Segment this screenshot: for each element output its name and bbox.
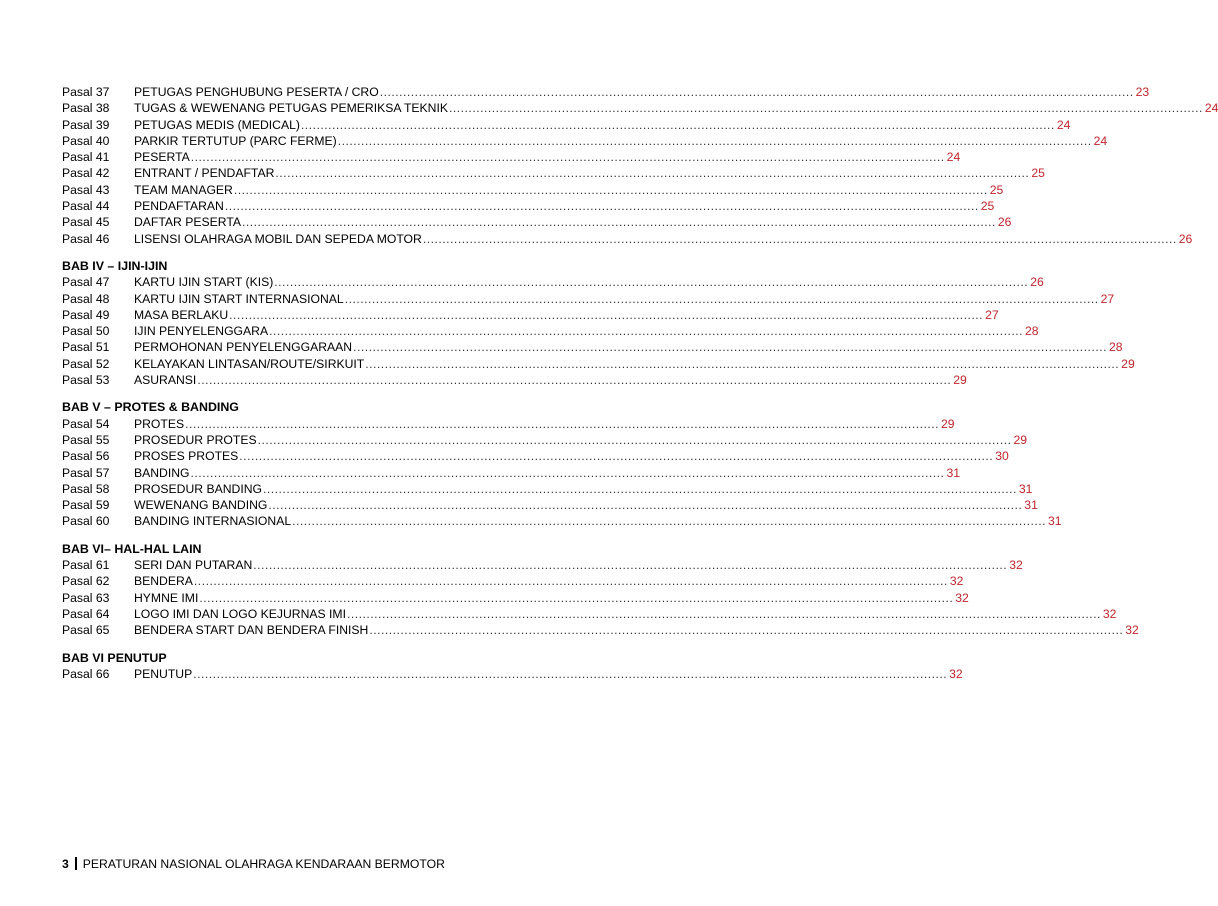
page-number[interactable]: 26 [997,215,1012,230]
footer-page-number: 3 [62,857,69,871]
entry-title: LISENSI OLAHRAGA MOBIL DAN SEPEDA MOTOR [134,231,422,246]
dot-leader: .................................................................................................................................................................................................. [190,465,945,480]
page-number[interactable]: 31 [1048,514,1062,529]
dot-leader: .................................................................................................................................................................................................. [242,215,996,230]
pasal-number: Pasal 49 [62,307,110,322]
dot-leader: .................................................................................................................................................................................................. [224,199,979,214]
page-number[interactable]: 29 [1013,432,1028,447]
entry-title: SERI DAN PUTARAN [134,558,253,573]
pasal-number: Pasal 39 [62,117,110,132]
page-number[interactable]: 32 [955,590,969,605]
entry-title: PROSES PROTES [134,449,239,464]
pasal-number: Pasal 52 [62,356,110,371]
entry-title: LOGO IMI DAN LOGO KEJURNAS IMI [134,606,346,621]
toc-section [62,650,963,683]
entry-title: HYMNE IMI [134,590,199,605]
entry-title: PETUGAS PENGHUBUNG PESERTA / CRO [134,85,379,99]
page-number[interactable]: 31 [946,465,960,480]
entry-title: TEAM MANAGER [134,182,233,197]
entry-title: PROSEDUR PROTES [134,432,257,447]
entry-title: KARTU IJIN START (KIS) [134,275,274,290]
toc-entry[interactable] [62,182,1004,198]
pasal-number: Pasal 59 [62,498,110,513]
page-number[interactable]: 28 [1025,324,1039,339]
pasal-number: Pasal 53 [62,373,110,388]
entry-title: PENUTUP [134,666,193,681]
entry-title: PENDAFTARAN [134,199,224,214]
page-number[interactable]: 32 [1102,606,1117,621]
pasal-number: Pasal 50 [62,324,110,339]
pasal-number: Pasal 61 [62,558,110,573]
entry-title: ENTRANT / PENDAFTAR [134,166,275,181]
pasal-number: Pasal 51 [62,340,110,355]
dot-leader: .................................................................................................................................................................................................. [275,166,1030,181]
dot-leader: .................................................................................................................................................................................................. [422,231,1177,246]
footer-divider [75,857,77,870]
pasal-number: Pasal 58 [62,481,110,496]
dot-leader: .................................................................................................................................................................................................. [300,117,1055,132]
toc-entry[interactable] [62,231,1193,247]
pasal-number: Pasal 63 [62,590,110,605]
toc-section [62,84,1218,247]
pasal-number: Pasal 48 [62,291,110,306]
page-number[interactable]: 32 [949,574,964,589]
toc-entry[interactable] [62,465,960,481]
page-number[interactable]: 24 [1056,117,1071,132]
entry-title: PESERTA [134,150,190,165]
page-number[interactable]: 29 [941,416,955,431]
entry-title: PERMOHONAN PENYELENGGARAAN [134,340,353,355]
chapter-heading: BAB IV – IJIN-IJIN [62,258,168,273]
pasal-number: Pasal 54 [62,416,110,431]
pasal-number: Pasal 43 [62,182,110,197]
pasal-number: Pasal 56 [62,449,110,464]
dot-leader: .................................................................................................................................................................................................. [369,623,1124,638]
dot-leader: .................................................................................................................................................................................................. [185,416,940,431]
dot-leader: .................................................................................................................................................................................................. [197,373,952,388]
toc-section [62,258,1135,388]
page-number[interactable]: 29 [953,373,967,388]
entry-title: BENDERA START DAN BENDERA FINISH [134,623,369,638]
pasal-number: Pasal 62 [62,574,110,589]
chapter-heading: BAB VI PENUTUP [62,650,167,665]
toc-entry[interactable] [62,448,1009,464]
entry-title: IJIN PENYELENGGARA [134,324,269,339]
dot-leader: .................................................................................................................................................................................................. [199,590,954,605]
entry-title: TUGAS & WEWENANG PETUGAS PEMERIKSA TEKNIK [134,101,448,116]
toc-entry[interactable] [62,198,995,214]
dot-leader: .................................................................................................................................................................................................. [229,307,984,322]
page-number[interactable]: 27 [1100,291,1115,306]
entry-title: BENDERA [134,574,193,589]
toc-entry[interactable] [62,513,1062,529]
toc-entry[interactable] [62,356,1135,372]
dot-leader: .................................................................................................................................................................................................. [449,101,1203,116]
dot-leader: .................................................................................................................................................................................................. [337,133,1092,148]
toc-section [62,541,1139,639]
toc-entry[interactable] [62,307,999,323]
dot-leader: .................................................................................................................................................................................................. [353,340,1107,355]
toc-entry[interactable] [62,557,1023,573]
dot-leader: .................................................................................................................................................................................................. [190,150,945,165]
page-number[interactable]: 31 [1024,498,1038,513]
page-number[interactable]: 32 [1125,623,1139,638]
pasal-number: Pasal 45 [62,215,110,230]
page-number[interactable]: 26 [1178,231,1193,246]
dot-leader: .................................................................................................................................................................................................. [379,85,1134,99]
page-number[interactable]: 29 [1121,356,1135,371]
entry-title: KARTU IJIN START INTERNASIONAL [134,291,344,306]
dot-leader: .................................................................................................................................................................................................. [263,481,1017,496]
dot-leader: .................................................................................................................................................................................................. [344,291,1099,306]
toc-entry[interactable] [62,497,1038,513]
toc-entry[interactable] [62,133,1108,149]
toc-entry[interactable] [62,432,1028,448]
dot-leader: .................................................................................................................................................................................................. [253,558,1008,573]
pasal-number: Pasal 40 [62,133,110,148]
pasal-number: Pasal 65 [62,623,110,638]
table-of-contents [62,84,1218,682]
toc-entry[interactable] [62,323,1039,339]
toc-entry[interactable] [62,573,964,589]
page-number[interactable]: 27 [985,307,999,322]
page-number[interactable]: 32 [1009,558,1023,573]
pasal-number: Pasal 44 [62,199,110,214]
page-number[interactable]: 32 [949,666,963,681]
dot-leader: .................................................................................................................................................................................................. [292,514,1047,529]
pasal-number: Pasal 46 [62,231,110,246]
page-number[interactable]: 30 [995,449,1009,464]
pasal-number: Pasal 60 [62,514,110,529]
pasal-number: Pasal 57 [62,465,110,480]
toc-entry[interactable] [62,481,1033,497]
entry-title: PROTES [134,416,185,431]
toc-entry[interactable] [62,214,1012,230]
pasal-number: Pasal 66 [62,666,110,681]
toc-entry[interactable] [62,100,1218,116]
page-number[interactable]: 31 [1018,481,1033,496]
page-number[interactable]: 23 [1135,85,1150,99]
entry-title: WEWENANG BANDING [134,498,268,513]
toc-entry[interactable] [62,291,1115,307]
page-footer [62,855,445,871]
toc-entry[interactable] [62,84,1150,100]
entry-title: PETUGAS MEDIS (MEDICAL) [134,117,300,132]
toc-entry[interactable] [62,622,1139,638]
entry-title: MASA BERLAKU [134,307,229,322]
page-number[interactable]: 24 [946,150,961,165]
toc-entry[interactable] [62,590,969,606]
pasal-number: Pasal 41 [62,150,110,165]
page-number[interactable]: 25 [1031,166,1045,181]
entry-title: BANDING INTERNASIONAL [134,514,292,529]
toc-entry[interactable] [62,149,961,165]
dot-leader: .................................................................................................................................................................................................. [365,356,1120,371]
page-number[interactable]: 26 [1030,275,1044,290]
pasal-number: Pasal 38 [62,101,110,116]
pasal-number: Pasal 55 [62,432,110,447]
toc-entry[interactable] [62,117,1071,133]
entry-title: PROSEDUR BANDING [134,481,262,496]
dot-leader: .................................................................................................................................................................................................. [239,449,994,464]
dot-leader: .................................................................................................................................................................................................. [257,432,1012,447]
chapter-heading: BAB VI– HAL-HAL LAIN [62,541,202,556]
page-number[interactable]: 25 [980,199,995,214]
dot-leader: .................................................................................................................................................................................................. [269,324,1024,339]
entry-title: BANDING [134,465,190,480]
toc-entry[interactable] [62,416,955,432]
pasal-number: Pasal 42 [62,166,110,181]
dot-leader: .................................................................................................................................................................................................. [274,275,1029,290]
dot-leader: .................................................................................................................................................................................................. [346,606,1101,621]
pasal-number: Pasal 64 [62,606,110,621]
toc-entry[interactable] [62,165,1045,181]
entry-title: DAFTAR PESERTA [134,215,241,230]
chapter-heading: BAB V – PROTES & BANDING [62,400,239,415]
toc-entry[interactable] [62,666,963,682]
pasal-number: Pasal 47 [62,275,110,290]
toc-entry[interactable] [62,339,1123,355]
dot-leader: .................................................................................................................................................................................................. [268,498,1023,513]
footer-title: PERATURAN NASIONAL OLAHRAGA KENDARAAN BERMOTOR [82,857,445,871]
page-number[interactable]: 28 [1108,340,1123,355]
page-number[interactable]: 24 [1093,133,1108,148]
entry-title: PARKIR TERTUTUP (PARC FERME) [134,133,337,148]
toc-entry[interactable] [62,606,1117,622]
toc-section [62,399,1062,529]
page-number[interactable]: 25 [989,182,1004,197]
entry-title: KELAYAKAN LINTASAN/ROUTE/SIRKUIT [134,356,365,371]
page-number[interactable]: 24 [1204,101,1218,116]
pasal-number: Pasal 37 [62,85,110,99]
toc-entry[interactable] [62,372,967,388]
dot-leader: .................................................................................................................................................................................................. [233,182,988,197]
dot-leader: .................................................................................................................................................................................................. [193,666,948,681]
toc-entry[interactable] [62,274,1044,290]
dot-leader: .................................................................................................................................................................................................. [193,574,948,589]
entry-title: ASURANSI [134,373,197,388]
